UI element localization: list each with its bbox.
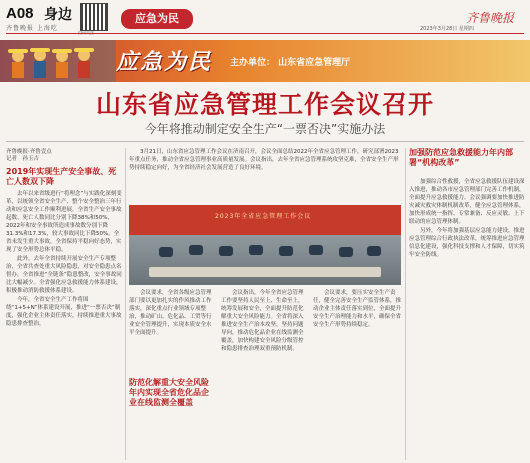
mid-column-c [313,289,401,459]
meeting-photo [129,205,401,285]
photo-figure [279,246,293,256]
left-subheading: 2019年实现生产安全事故、死亡人数双下降 [6,167,117,186]
photo-figure [249,245,263,255]
column-badge-label: 应急为民 [135,12,179,25]
left-column [6,190,122,460]
byline-reporter: 记者 孙玉吉 [6,156,40,162]
mid-column-a [129,289,215,459]
mid-paragraph-3: 会议要求，要压实安全生产责任，健全完善安全生产监管体系，推动企业主体责任落实到位，全面提升安全生产治理能力和水平，确保全省安全生产形势持续稳定。 [313,290,401,328]
section-name: 身边 [44,7,72,23]
photo-figure [339,247,353,257]
photo-figure [367,246,381,256]
dateline: 2023年3月28日 星期四 [420,26,474,32]
right-column [409,178,525,460]
mid-paragraph-1: 会议指出，今年全省应急管理工作要坚持人民至上、生命至上，统筹发展和安全，全面提升防范化解重大安全风险能力。全省将深入推进安全生产治本攻坚，坚持问题导向，推动危化品企业在线监测全覆盖，加快构建安全风险分级管控和隐患排查治理双重预防机制。 [221,290,304,352]
article-subhead: 今年将推动制定安全生产“一票否决”实施办法 [144,122,386,136]
qr-code-icon[interactable] [80,3,108,31]
banner-title: 应急为民 [116,50,213,75]
left-paragraph-3: 今年，全省安全生产工作将围绕“1+5+N”体系建设开展，推进“一票否决”制度，强化企业主体责任落实，持续推进重大事故隐患排查整治。 [6,297,122,327]
paper-logo: 齐鲁晚报 [466,11,515,25]
byline-outlet: 齐鲁晚报·齐鲁壹点 [6,149,52,155]
masthead-sub: 齐鲁晚报 上海吃 [6,25,58,32]
photo-figure [159,247,173,257]
photo-banner-text: 2023年全省应急管理工作会议 [215,213,312,220]
mid-column-b [221,289,307,459]
masthead-divider [6,33,524,34]
right-paragraph-2: 另外，今年将加强基层应急能力建设，推进应急管理综合行政执法改革，统筹推进应急管理信息化建设，强化科技支撑和人才保障，切实筑牢安全防线。 [409,228,525,258]
mid-paragraph-2: 会议要求，全省各级应急管理部门要以更加扎实的作风推动工作落实，深化重点行业领域专项整治，推动矿山、危化品、工贸等行业安全管理提升，实现本质安全水平全面提升。 [129,290,212,336]
headline-rule [6,141,524,142]
photo-figure [219,246,233,256]
byline [6,149,52,163]
photo-figure [309,245,323,255]
column-divider [125,148,126,460]
stage-backdrop [129,205,401,235]
page-number: A08 [6,5,34,22]
column-badge [121,9,193,29]
photo-figure [189,245,203,255]
column-divider [405,148,406,460]
worker-illustration [0,40,116,82]
right-subheading: 加强防范应急救援能力年内部署“机构改革” [409,148,513,167]
photo-table [149,267,381,277]
left-paragraph-1: 去年以来省级进行“将理念”与实践化深刻变革，以统领全省安全生产、整个安全整治三年行动和应急安全工作顺利进展。全省生产安全事故起数、死亡人数同比分别下降38%和50%，2022年和安全事故所造成事故数分别下降31.3%和17.3%，较大事故同比下降50%，全省未发生重大事故，全省保持平稳向好态势，实现了安全形势总体平稳。 [6,191,122,253]
right-paragraph-1: 加强综合性救援，全省应急救援队伍建设深入推进，推动各市应急管理部门完善工作机制，全面提升应急救援能力。会议强调要加快推进防灾减灾救灾体制机制改革，健全应急管理体系，加快形成统一指挥、专常兼备、反应灵敏、上下联动的应急管理体制。 [409,179,525,225]
banner-organizer: 主办单位： 山东省应急管理厅 [230,58,351,68]
intro-paragraph: 3月21日，山东省应急管理工作会议在济南召开，会议全面总结2022年全省应急管理工作，研究部署2023年重点任务，推动全省应急管理事业高质量发展。会议指出，去年全省应急管理系统攻坚克难，全省安全生产形势持续稳定向好，为全省经济社会发展营造了良好环境。 [129,149,399,171]
article-headline: 山东省应急管理工作会议召开 [95,90,434,119]
mid-subheading: 防范化解重大安全风险年内实现全省危化品企业在线监测全覆盖 [129,378,209,407]
left-paragraph-2: 此外，去年全省持续开展安全生产专项整治，全省共查处重大风险隐患，对安全隐患点名督办。全省推进“全链条”隐患整改，安全事故同比大幅减少。全省强化应急救援能力体系建设，积极推动消防救援体系建设。 [6,256,122,294]
intro-column [129,148,401,203]
